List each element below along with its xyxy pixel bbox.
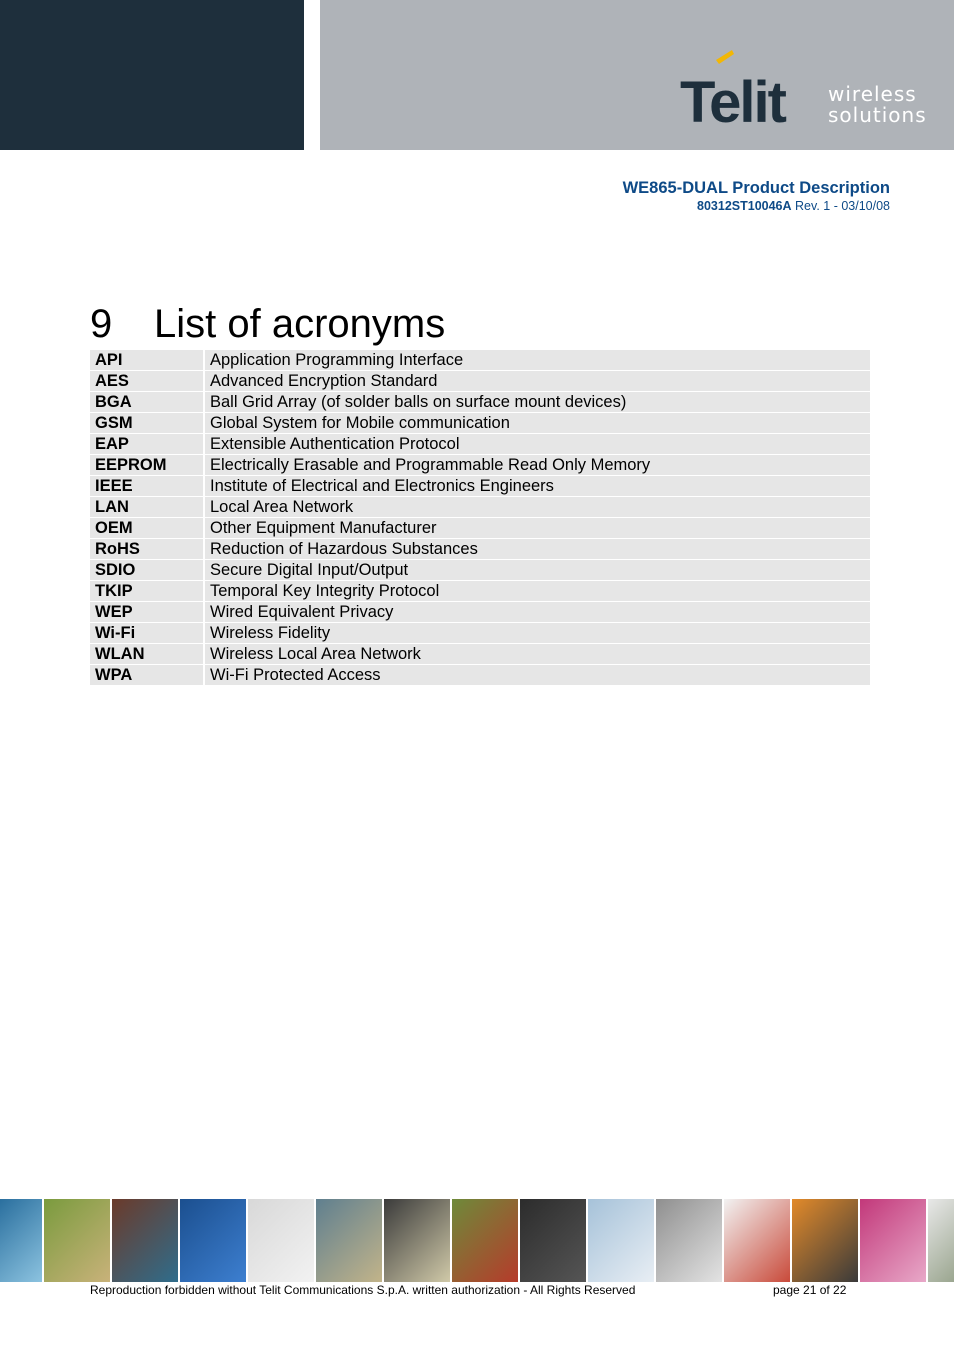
footer-photo-tile (180, 1199, 246, 1282)
definition-cell: Wired Equivalent Privacy (205, 602, 870, 623)
table-row (90, 350, 870, 371)
definition-cell: Other Equipment Manufacturer (205, 518, 870, 539)
definition-cell: Wi-Fi Protected Access (205, 665, 870, 686)
table-row (90, 518, 870, 539)
footer-image-strip (0, 1199, 954, 1282)
definition-cell: Application Programming Interface (205, 350, 870, 371)
acronym-cell: Wi-Fi (90, 623, 205, 644)
acronym-cell: GSM (90, 413, 205, 434)
document-title: WE865-DUAL Product Description (622, 179, 890, 197)
footer-photo-tile (44, 1199, 110, 1282)
footer-photo-tile (316, 1199, 382, 1282)
footer-photo-tile (928, 1199, 954, 1282)
footer-photo-tile (656, 1199, 722, 1282)
footer-photo-tile (384, 1199, 450, 1282)
definition-cell: Local Area Network (205, 497, 870, 518)
definition-cell: Wireless Fidelity (205, 623, 870, 644)
footer-photo-tile (452, 1199, 518, 1282)
table-row (90, 455, 870, 476)
footer-photo-tile (520, 1199, 586, 1282)
section-title: List of acronyms (154, 301, 446, 346)
table-row (90, 644, 870, 665)
section-number: 9 (90, 301, 113, 346)
table-row (90, 560, 870, 581)
definition-cell: Temporal Key Integrity Protocol (205, 581, 870, 602)
table-row (90, 413, 870, 434)
table-row (90, 665, 870, 686)
table-row (90, 434, 870, 455)
footer-photo-tile (860, 1199, 926, 1282)
table-row (90, 392, 870, 413)
acronym-cell: OEM (90, 518, 205, 539)
table-row (90, 581, 870, 602)
definition-cell: Advanced Encryption Standard (205, 371, 870, 392)
acronym-cell: EAP (90, 434, 205, 455)
definition-cell: Ball Grid Array (of solder balls on surface mount devices) (205, 392, 870, 413)
document-header (623, 178, 890, 214)
acronym-cell: SDIO (90, 560, 205, 581)
definition-cell: Reduction of Hazardous Substances (205, 539, 870, 560)
acronym-cell: WEP (90, 602, 205, 623)
footer-page-number: page 21 of 22 (773, 1283, 847, 1297)
logo-tagline (828, 84, 927, 126)
footer-photo-tile (724, 1199, 790, 1282)
table-row (90, 497, 870, 518)
table-row (90, 623, 870, 644)
table-row (90, 476, 870, 497)
acronym-cell: WPA (90, 665, 205, 686)
definition-cell: Wireless Local Area Network (205, 644, 870, 665)
acronym-cell: IEEE (90, 476, 205, 497)
acronym-cell: EEPROM (90, 455, 205, 476)
definition-cell: Institute of Electrical and Electronics Engineers (205, 476, 870, 497)
table-row (90, 371, 870, 392)
footer-photo-tile (0, 1199, 42, 1282)
acronym-cell: BGA (90, 392, 205, 413)
section-heading (90, 299, 445, 349)
telit-logo (676, 48, 936, 134)
footer-copyright: Reproduction forbidden without Telit Communications S.p.A. written authorization - All Rights Reserved (90, 1283, 636, 1297)
document-reference (623, 198, 890, 214)
acronym-cell: AES (90, 371, 205, 392)
definition-cell: Electrically Erasable and Programmable Read Only Memory (205, 455, 870, 476)
acronym-cell: TKIP (90, 581, 205, 602)
acronym-cell: LAN (90, 497, 205, 518)
logo-tagline-line-2: solutions (828, 103, 927, 127)
header-banner-dark (0, 0, 304, 150)
acronym-table (90, 350, 870, 686)
document-revision: Rev. 1 - 03/10/08 (795, 199, 890, 213)
logo-wordmark: Telit (680, 70, 785, 135)
footer-photo-tile (792, 1199, 858, 1282)
logo-tagline-line-1: wireless (828, 82, 917, 106)
footer-photo-tile (248, 1199, 314, 1282)
definition-cell: Extensible Authentication Protocol (205, 434, 870, 455)
acronym-cell: WLAN (90, 644, 205, 665)
footer-photo-tile (112, 1199, 178, 1282)
table-row (90, 602, 870, 623)
acronym-table-body (90, 350, 870, 686)
footer-photo-tile (588, 1199, 654, 1282)
acronym-cell: API (90, 350, 205, 371)
document-number: 80312ST10046A (697, 199, 792, 213)
definition-cell: Secure Digital Input/Output (205, 560, 870, 581)
definition-cell: Global System for Mobile communication (205, 413, 870, 434)
acronym-cell: RoHS (90, 539, 205, 560)
table-row (90, 539, 870, 560)
